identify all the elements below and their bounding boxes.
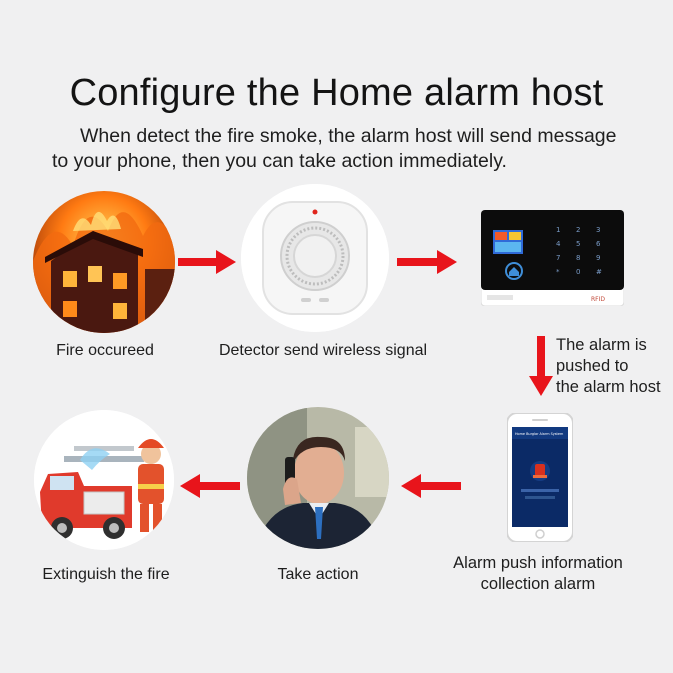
caption-pushed (556, 335, 671, 398)
subtitle-line-2: to your phone, then you can take action immediately. (52, 150, 507, 172)
svg-text:1: 1 (556, 226, 561, 234)
person-on-phone-image (247, 407, 389, 549)
arrow-down-icon (529, 336, 553, 396)
svg-text:7: 7 (556, 254, 561, 262)
caption-pushed-line-3: the alarm host (556, 378, 661, 396)
caption-push-info (440, 553, 636, 595)
svg-text:0: 0 (576, 268, 581, 276)
caption-pushed-line-1: The alarm is (556, 336, 647, 354)
arrow-left-icon (401, 474, 461, 498)
fire-truck-image (34, 410, 174, 550)
caption-take-action: Take action (277, 566, 359, 583)
svg-text:5: 5 (576, 240, 581, 248)
arrow-right-icon (397, 250, 457, 274)
caption-pushed-line-2: pushed to (556, 357, 629, 375)
app-title: Home Burglar Alarm System (515, 432, 564, 436)
svg-text:8: 8 (576, 254, 581, 262)
svg-text:*: * (556, 268, 560, 276)
svg-text:3: 3 (596, 226, 601, 234)
svg-text:#: # (596, 268, 602, 276)
caption-push-info-line-2: collection alarm (480, 575, 596, 593)
arrow-right-icon (178, 250, 236, 274)
svg-text:2: 2 (576, 226, 581, 234)
svg-text:4: 4 (556, 240, 561, 248)
alarm-host-panel (481, 210, 624, 306)
svg-text:6: 6 (596, 240, 601, 248)
subtitle (52, 124, 652, 174)
smartphone-image (507, 413, 573, 542)
page-title: Configure the Home alarm host (69, 72, 604, 114)
smoke-detector-image (241, 184, 389, 332)
caption-push-info-line-1: Alarm push information (453, 554, 623, 572)
svg-text:9: 9 (596, 254, 601, 262)
caption-fire: Fire occureed (56, 342, 154, 359)
arrow-left-icon (180, 474, 240, 498)
fire-image (33, 191, 175, 333)
caption-extinguish: Extinguish the fire (42, 566, 170, 583)
caption-detector: Detector send wireless signal (218, 342, 428, 359)
subtitle-line-1: When detect the fire smoke, the alarm host will send message (80, 125, 617, 147)
panel-brand: RFID (591, 296, 606, 303)
